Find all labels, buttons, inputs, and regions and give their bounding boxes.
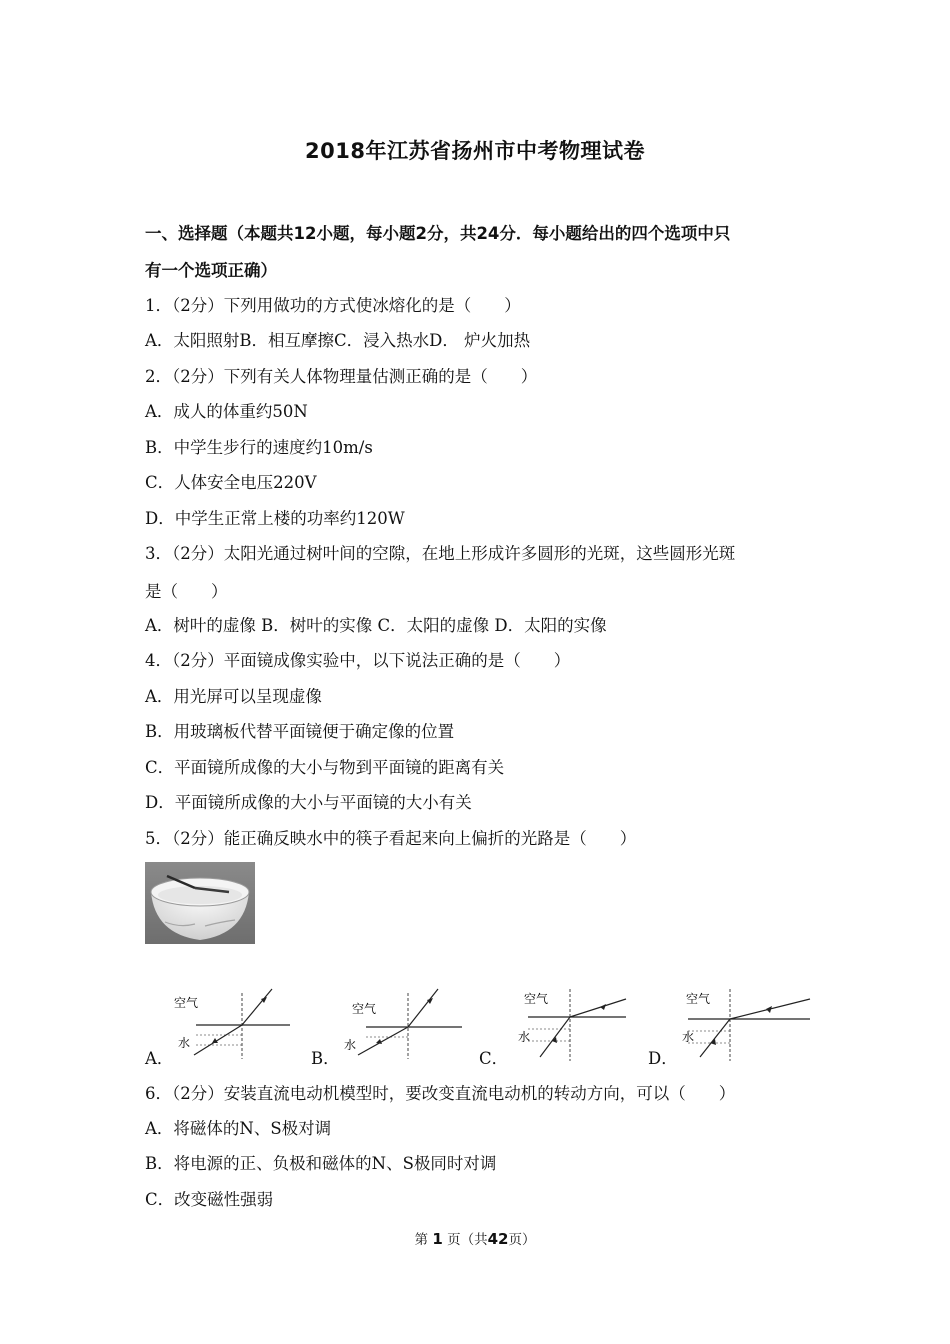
question-4-option-a: A．用光屏可以呈现虚像 (145, 687, 322, 706)
diagram-option-b (330, 985, 480, 1065)
question-6: 6．（2分）安装直流电动机模型时，要改变直流电动机的转动方向，可以（ ） (145, 1084, 736, 1103)
water-label: 水 (518, 1030, 531, 1044)
air-label: 空气 (352, 1002, 377, 1016)
footer-middle: 页（共 (447, 1232, 488, 1248)
option-d-label: D． (648, 1049, 678, 1068)
water-label: 水 (178, 1036, 191, 1050)
footer-prefix: 第 (414, 1232, 429, 1248)
page-title: 2018年江苏省扬州市中考物理试卷 (305, 139, 645, 163)
section-heading: 一、选择题（本题共12小题，每小题2分，共24分．每小题给出的四个选项中只 (145, 224, 731, 243)
question-2-option-b: B．中学生步行的速度约10m/s (145, 438, 373, 457)
air-label: 空气 (174, 996, 199, 1010)
question-4: 4．（2分）平面镜成像实验中，以下说法正确的是（ ） (145, 651, 571, 670)
question-6-option-c: C．改变磁性强弱 (145, 1190, 274, 1209)
question-4-option-b: B．用玻璃板代替平面镜便于确定像的位置 (145, 722, 455, 741)
question-4-option-c: C．平面镜所成像的大小与物到平面镜的距离有关 (145, 758, 505, 777)
question-6-option-b: B．将电源的正、负极和磁体的N、S极同时对调 (145, 1154, 497, 1173)
question-4-option-d: D．平面镜所成像的大小与平面镜的大小有关 (145, 793, 472, 812)
diagram-option-a (160, 985, 310, 1065)
bowl-photo (145, 862, 255, 944)
option-a-label: A． (145, 1049, 174, 1068)
question-1-options: A．太阳照射B．相互摩擦C．浸入热水D． 炉火加热 (145, 331, 531, 350)
question-3-cont: 是（ ） (145, 582, 228, 601)
question-5: 5．（2分）能正确反映水中的筷子看起来向上偏折的光路是（ ） (145, 829, 637, 848)
question-6-option-a: A．将磁体的N、S极对调 (145, 1119, 332, 1138)
question-2: 2．（2分）下列有关人体物理量估测正确的是（ ） (145, 367, 538, 386)
question-2-option-c: C．人体安全电压220V (145, 473, 317, 492)
question-1: 1．（2分）下列用做功的方式使冰熔化的是（ ） (145, 296, 521, 315)
question-2-option-a: A．成人的体重约50N (145, 402, 308, 421)
footer-suffix: 页） (508, 1232, 536, 1248)
question-2-option-d: D．中学生正常上楼的功率约120W (145, 509, 405, 528)
footer-page-number: 1 (432, 1230, 443, 1248)
water-label: 水 (682, 1030, 695, 1044)
diagram-option-d (670, 985, 820, 1065)
water-label: 水 (344, 1038, 357, 1052)
diagram-option-c (500, 985, 650, 1065)
footer-total-pages: 42 (487, 1230, 509, 1248)
air-label: 空气 (686, 992, 711, 1006)
question-3-options: A．树叶的虚像 B．树叶的实像 C．太阳的虚像 D．太阳的实像 (145, 616, 607, 635)
option-c-label: C． (479, 1049, 509, 1068)
page-footer (0, 1228, 950, 1248)
air-label: 空气 (524, 992, 549, 1006)
option-b-label: B． (311, 1049, 340, 1068)
question-3: 3．（2分）太阳光通过树叶间的空隙，在地上形成许多圆形的光斑，这些圆形光斑 (145, 544, 736, 563)
section-heading-cont: 有一个选项正确） (145, 261, 277, 280)
